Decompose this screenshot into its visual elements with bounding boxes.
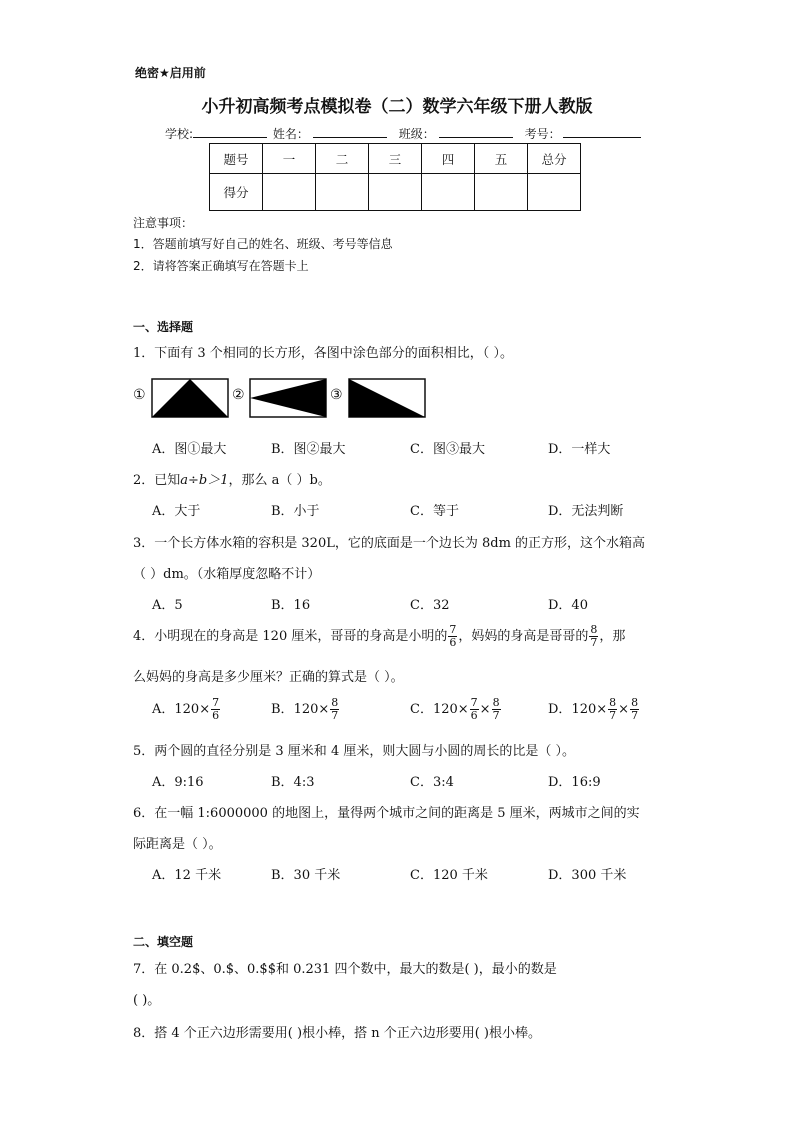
exam-no-field[interactable] (563, 125, 641, 138)
notes-title: 注意事项： (133, 216, 194, 230)
score-table (209, 143, 581, 211)
score-header-cell: 题号 (210, 144, 263, 174)
q3-option-d[interactable]: D．40 (548, 598, 588, 613)
q5-option-b[interactable]: B．4:3 (271, 775, 315, 790)
q4-option-c[interactable]: C．120× $\frac{7}{6}$ × $\frac{8}{7}$ (410, 696, 500, 722)
score-header-cell: 三 (369, 144, 422, 174)
q1-option-b[interactable]: B．图②最大 (271, 442, 346, 457)
class-field[interactable] (439, 125, 513, 138)
q4-option-b[interactable]: B．120× $\frac{8}{7}$ (271, 696, 339, 722)
question-2-stem (133, 469, 331, 488)
page-title: 小升初高频考点模拟卷（二）数学六年级下册人教版 (201, 97, 593, 117)
q4-option-a[interactable]: A．120× $\frac{7}{6}$ (152, 696, 220, 722)
q5-option-c[interactable]: C．3:4 (410, 775, 454, 790)
score-row-label: 得分 (210, 174, 263, 211)
score-table-header-row (210, 144, 581, 174)
question-8-line: 8．搭 4 个正六边形需要用( )根小棒，搭 n 个正六边形要用( )根小棒。 (133, 1026, 541, 1041)
q2-option-c[interactable]: C．等于 (410, 504, 459, 519)
question-1-stem: 1．下面有 3 个相同的长方形，各图中涂色部分的面积相比，（ ）。 (133, 346, 513, 361)
score-cell[interactable] (263, 174, 316, 211)
q4-option-d[interactable]: D．120× $\frac{8}{7}$ × $\frac{8}{7}$ (548, 696, 639, 722)
section-title-fill: 二、填空题 (133, 935, 194, 949)
question-6-stem-line2: 际距离是（ ）。 (133, 837, 222, 852)
score-cell[interactable] (316, 174, 369, 211)
q3-option-a[interactable]: A．5 (152, 598, 183, 613)
confidential-mark: 绝密★启用前 (135, 66, 206, 80)
q6-option-b[interactable]: B．30 千米 (271, 868, 341, 883)
school-field[interactable] (193, 125, 267, 138)
question-3-stem-line1: 3．一个长方体水箱的容积是 320L，它的底面是一个边长为 8dm 的正方形，这个水箱高 (133, 536, 646, 551)
question-7-line2: ( )。 (133, 993, 161, 1008)
score-header-cell: 四 (422, 144, 475, 174)
q4-fraction-8-7: $\frac{8}{7}$ (590, 623, 598, 649)
q5-option-a[interactable]: A．9:16 (152, 775, 204, 790)
name-label: 姓名： (272, 127, 309, 141)
q2-stem-post: ，那么 a（ ）b。 (228, 473, 331, 488)
question-7-line1: 7．在 0.2$̇、0.$̇、0.$̇$̇和 0.231 四个数中，最大的数是( )，最小的数是 (133, 962, 557, 977)
q2-inequality: a÷b＞1 (180, 473, 229, 488)
class-label: 班级： (398, 127, 435, 141)
question-4-stem-line1 (133, 624, 625, 649)
q2-option-b[interactable]: B．小于 (271, 504, 320, 519)
score-cell[interactable] (422, 174, 475, 211)
figure-1-rectangle (151, 378, 231, 419)
q3-option-c[interactable]: C．32 (410, 598, 450, 613)
q4-stem-b: ，妈妈的身高是哥哥的 (458, 629, 589, 644)
score-cell[interactable] (369, 174, 422, 211)
section-title-choice: 一、选择题 (133, 320, 194, 334)
q3-option-b[interactable]: B．16 (271, 598, 311, 613)
question-5-stem: 5．两个圆的直径分别是 3 厘米和 4 厘米，则大圆与小圆的周长的比是（ ）。 (133, 744, 575, 759)
figure-3-rectangle (348, 378, 428, 419)
q6-option-a[interactable]: A．12 千米 (152, 868, 222, 883)
notes-item: 1．答题前填写好自己的姓名、班级、考号等信息 (133, 237, 393, 251)
question-3-stem-line2: （ ）dm。（水箱厚度忽略不计） (133, 567, 321, 582)
question-4-stem-line2: 么妈妈的身高是多少厘米？正确的算式是（ ）。 (133, 670, 404, 685)
figure-label-1: ① (133, 387, 146, 403)
q2-option-d[interactable]: D．无法判断 (548, 504, 624, 519)
figure-label-3: ③ (330, 387, 343, 403)
q6-option-c[interactable]: C．120 千米 (410, 868, 488, 883)
score-header-cell: 总分 (528, 144, 581, 174)
q6-option-d[interactable]: D．300 千米 (548, 868, 627, 883)
figure-label-2: ② (232, 387, 245, 403)
q1-option-a[interactable]: A．图①最大 (152, 442, 227, 457)
name-field[interactable] (313, 125, 387, 138)
notes-item: 2．请将答案正确填写在答题卡上 (133, 259, 309, 273)
school-label: 学校: (165, 127, 194, 141)
q1-option-d[interactable]: D．一样大 (548, 442, 611, 457)
score-cell[interactable] (475, 174, 528, 211)
q4-stem-a: 4．小明现在的身高是 120 厘米，哥哥的身高是小明的 (133, 629, 448, 644)
q5-option-d[interactable]: D．16:9 (548, 775, 601, 790)
q2-stem-pre: 2．已知 (133, 473, 181, 488)
exam-no-label: 考号： (524, 127, 561, 141)
score-header-cell: 二 (316, 144, 369, 174)
student-info-line (165, 125, 641, 142)
score-cell[interactable] (528, 174, 581, 211)
figure-2-rectangle (249, 378, 329, 419)
score-table-score-row (210, 174, 581, 211)
q4-stem-c: ，那 (599, 629, 626, 644)
q4-fraction-7-6: $\frac{7}{6}$ (449, 623, 457, 649)
score-header-cell: 五 (475, 144, 528, 174)
q2-option-a[interactable]: A．大于 (152, 504, 201, 519)
score-header-cell: 一 (263, 144, 316, 174)
q1-option-c[interactable]: C．图③最大 (410, 442, 485, 457)
question-6-stem-line1: 6．在一幅 1:6000000 的地图上，量得两个城市之间的距离是 5 厘米，两城市之间的实 (133, 806, 640, 821)
